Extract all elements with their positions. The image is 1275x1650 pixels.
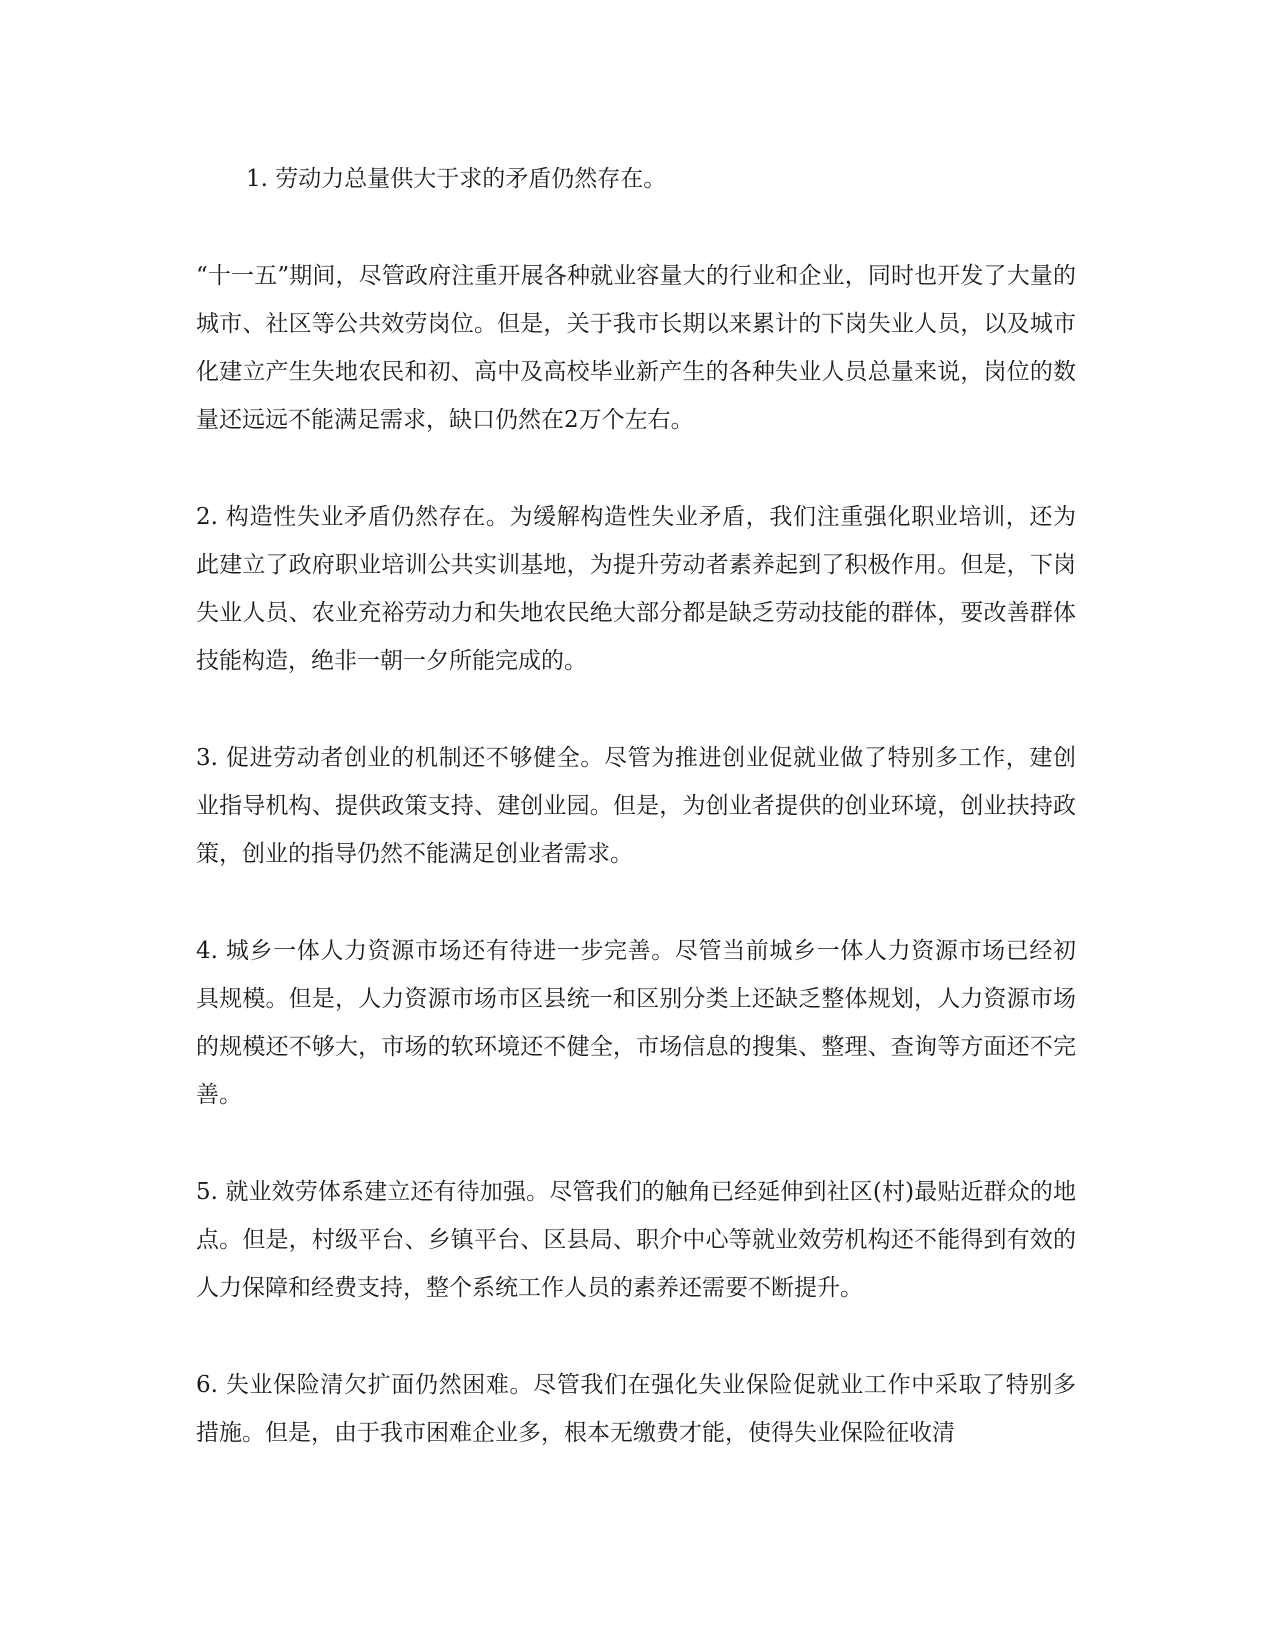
paragraph-5: 4. 城乡一体人力资源市场还有待进一步完善。尽管当前城乡一体人力资源市场已经初具规模。但是，人力资源市场市区县统一和区别分类上还缺乏整体规划，人力资源市场的规模还不够大，市场的软环境还不健全，市场信息的搜集、整理、查询等方面还不完善。 — [196, 938, 1076, 1108]
paragraph-7: 6. 失业保险清欠扩面仍然困难。尽管我们在强化失业保险促就业工作中采取了特别多措施。但是，由于我市困难企业多，根本无缴费才能，使得失业保险征收清 — [196, 1372, 1076, 1446]
paragraph-1-heading: 1. 劳动力总量供大于求的矛盾仍然存在。 — [246, 166, 667, 192]
paragraph-6: 5. 就业效劳体系建立还有待加强。尽管我们的触角已经延伸到社区(村)最贴近群众的地点。但是，村级平台、乡镇平台、区县局、职介中心等就业效劳机构还不能得到有效的人力保障和经费支持，整个系统工作人员的素养还需要不断提升。 — [196, 1179, 1076, 1301]
paragraph-2: “十一五”期间，尽管政府注重开展各种就业容量大的行业和企业，同时也开发了大量的城市、社区等公共效劳岗位。但是，关于我市长期以来累计的下岗失业人员，以及城市化建立产生失地农民和初、高中及高校毕业新产生的各种失业人员总量来说，岗位的数量还远远不能满足需求，缺口仍然在2万个左右。 — [196, 263, 1076, 433]
document-body — [196, 155, 1076, 1506]
paragraph-4: 3. 促进劳动者创业的机制还不够健全。尽管为推进创业促就业做了特别多工作，建创业指导机构、提供政策支持、建创业园。但是，为创业者提供的创业环境，创业扶持政策，创业的指导仍然不能满足创业者需求。 — [196, 745, 1076, 867]
paragraph-3: 2. 构造性失业矛盾仍然存在。为缓解构造性失业矛盾，我们注重强化职业培训，还为此建立了政府职业培训公共实训基地，为提升劳动者素养起到了积极作用。但是，下岗失业人员、农业充裕劳动力和失地农民绝大部分都是缺乏劳动技能的群体，要改善群体技能构造，绝非一朝一夕所能完成的。 — [196, 504, 1076, 674]
